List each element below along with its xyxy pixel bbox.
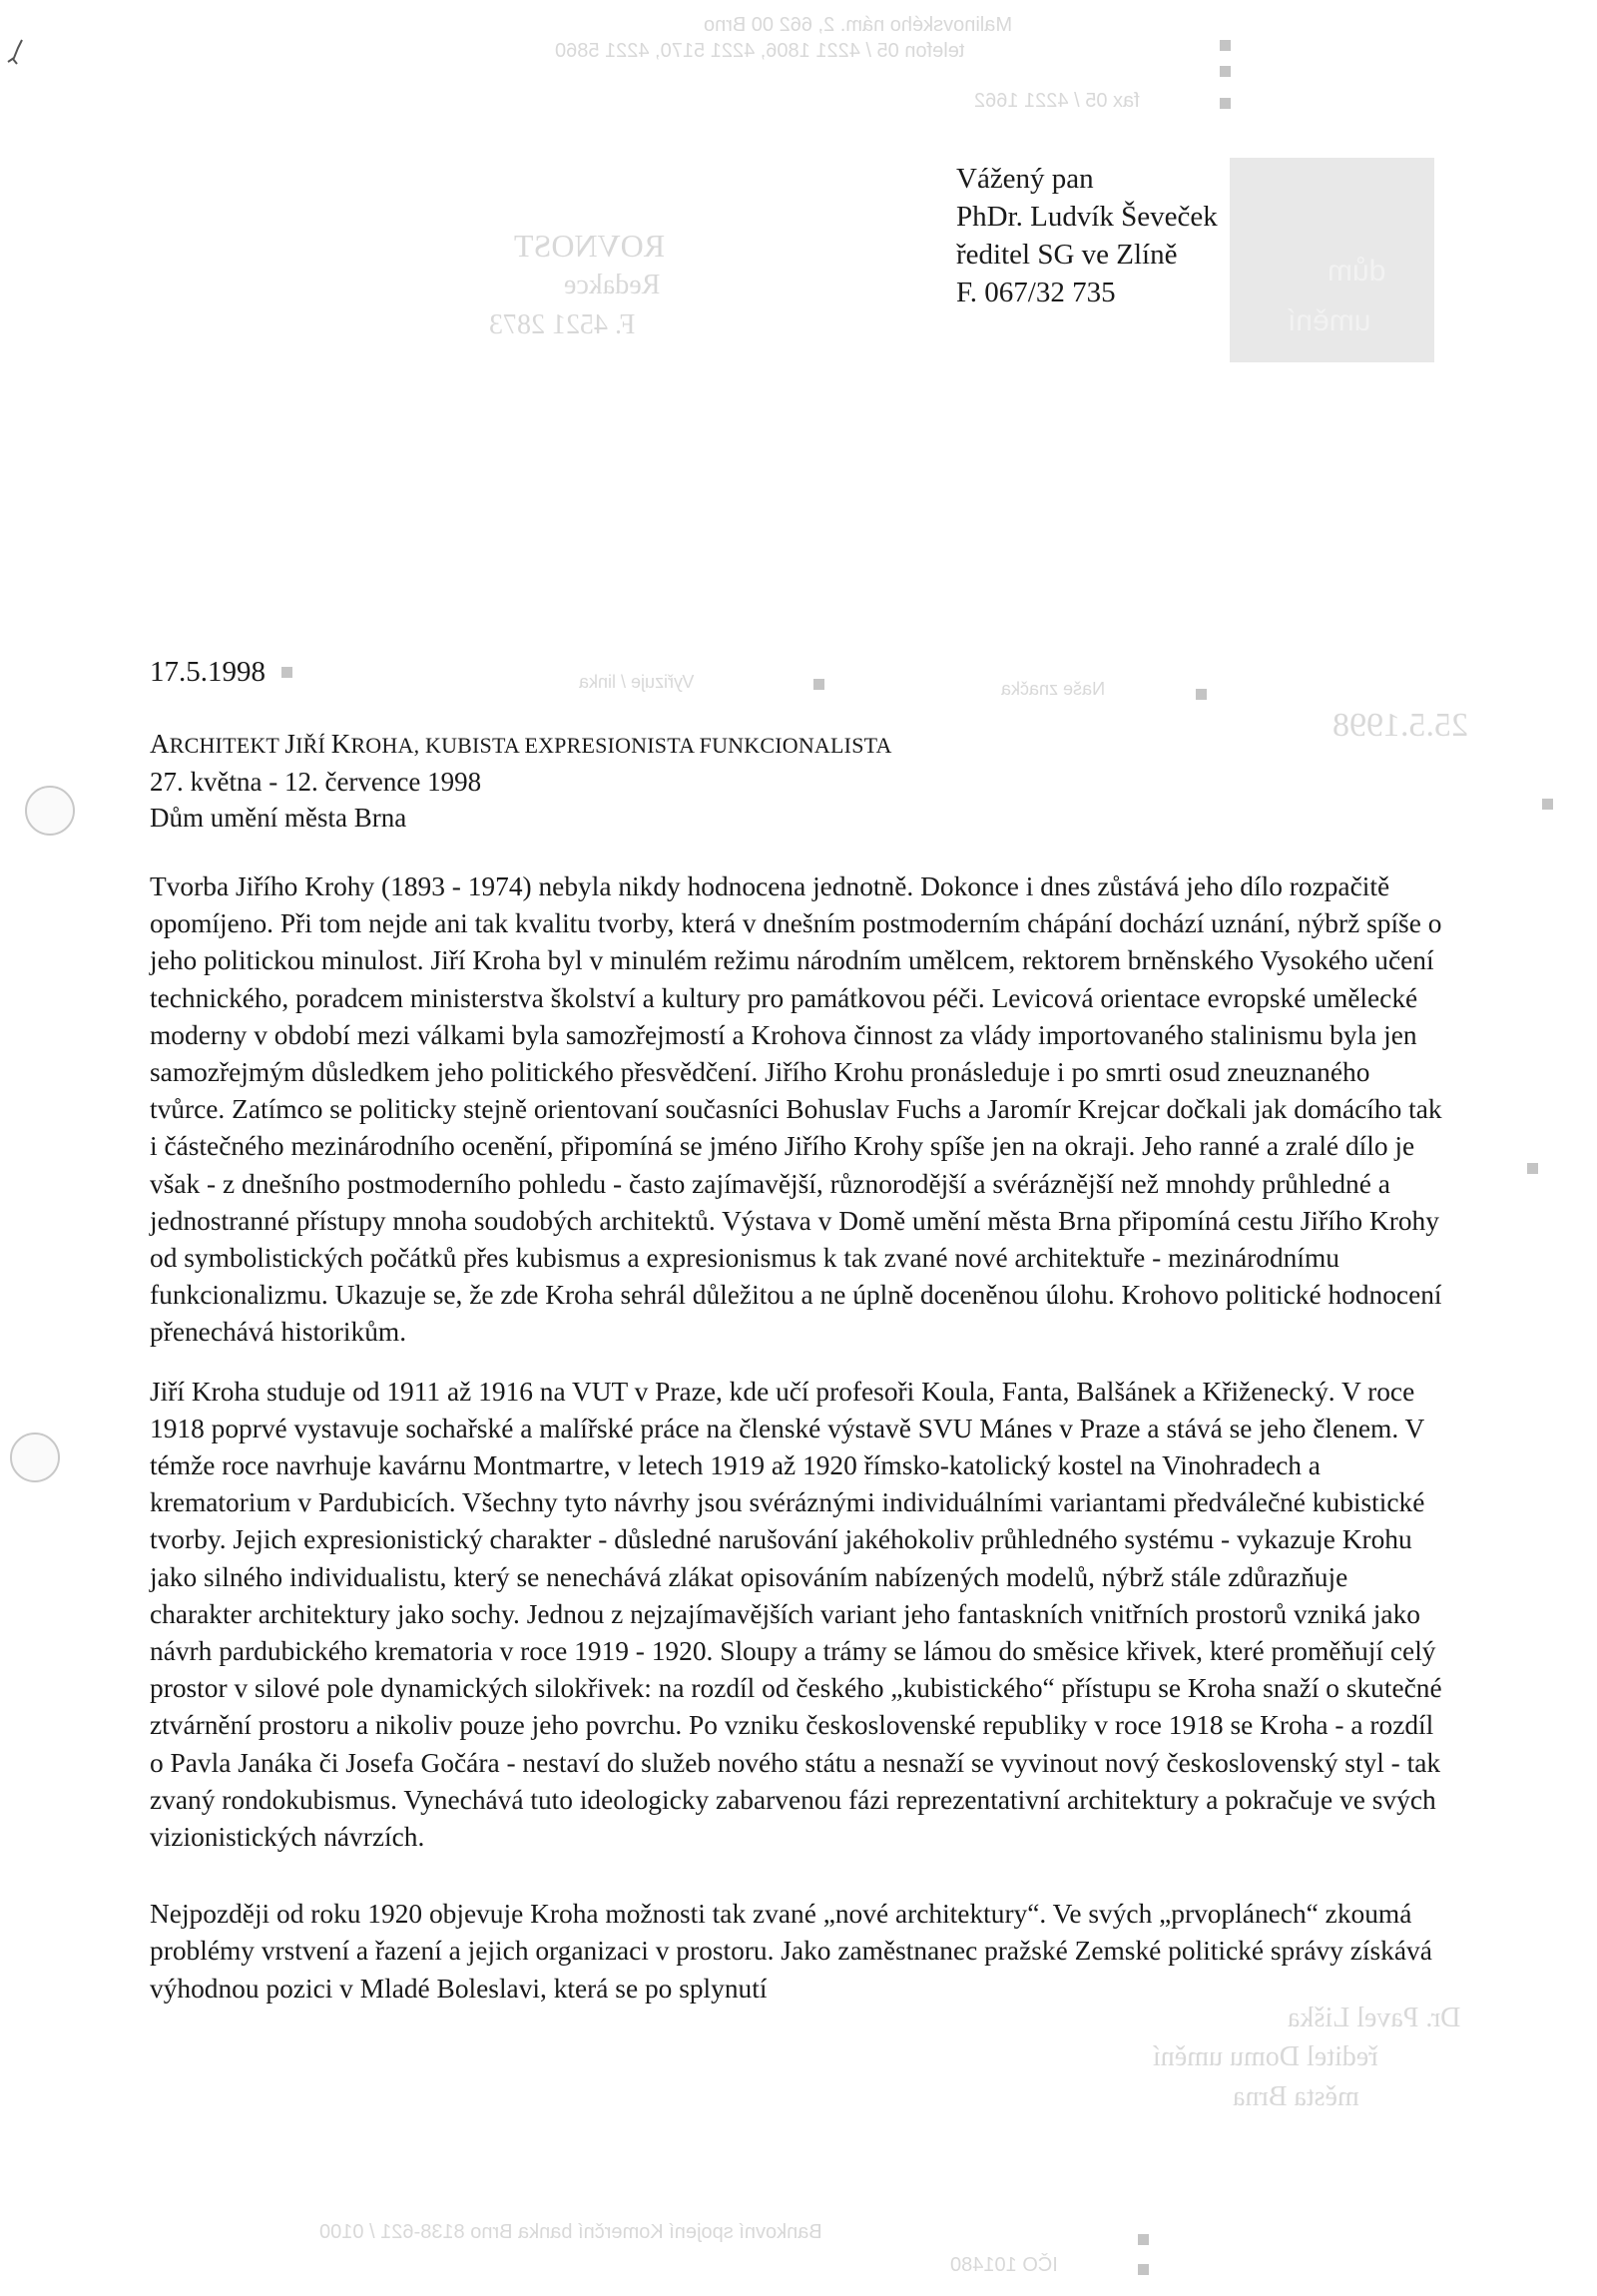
bleed-dept-2: Redakce <box>564 270 661 300</box>
bleed-bullet-icon <box>281 667 292 678</box>
bleed-bullet-icon <box>1220 66 1231 77</box>
bleed-sign-3: města Brna <box>1233 2081 1359 2112</box>
bleed-bullet-icon <box>1196 689 1207 700</box>
exhibition-heading <box>150 726 892 836</box>
recipient-fax: F. 067/32 735 <box>956 277 1116 308</box>
punch-hole <box>25 786 75 836</box>
pen-mark-icon <box>4 28 34 68</box>
title-smallcaps: RCHITEKT <box>169 733 285 758</box>
title-initial: J <box>284 729 296 759</box>
bleed-bullet-icon <box>1138 2264 1149 2275</box>
exhibition-venue: Dům umění města Brna <box>150 803 407 833</box>
paragraph: Jiří Kroha studuje od 1911 až 1916 na VUT v Praze, kde učí profesoři Koula, Fanta, Balšánek a Křiženecký. V roce 1918 poprvé vystavuje sochařské a malířské práce na členské výstavě SVU Mánes v Praze a stává se jeho členem. V témže roce navrhuje kavárnu Montmartre, v letech 1919 až 1920 římsko-katolický kostel na Vinohradech a krematorium v Pardubicích. Všechny tyto návrhy jsou svéráznými individuálními variantami předválečné kubistické tvorby. Jejich expresionistický charakter - důsledné narušování jakéhokoliv průhledného systému - vykazuje Krohu jako silného individualistu, který se nenechává zlákat opisováním nabízených modelů, nýbrž stále zdůrazňuje charakter architektury jako sochy. Jednou z nejzajímavějších variant jeho fantaskních vnitřních prostorů vzniká jako návrh pardubického krematoria v roce 1919 - 1920. Sloupy a trámy se lámou do směsice křivek, které proměňují celý prostor v silové pole dynamických silokřivek: na rozdíl od českého „kubistického“ přístupu se Kroha snaží o skutečné ztvárnění prostoru a nikoliv pouze jeho povrchu. Po vzniku československé republiky v roce 1918 se Kroha - a rozdíl o Pavla Janáka či Josefa Gočára - nestaví do služeb nového státu a nesnaží se vyvinout nový československý styl - tak zvaný rondokubismus. Vynechává tuto ideologicky zabarvenou fázi reprezentativní architektury a pokračuje ve svých vizionistických návrzích. <box>150 1376 1442 1853</box>
bleed-ref-label-1: Vyřizuje / linka <box>579 672 695 692</box>
exhibition-dates: 27. května - 12. července 1998 <box>150 767 482 797</box>
recipient-address <box>956 160 1218 311</box>
punch-hole <box>10 1433 60 1482</box>
title-smallcaps: IŘÍ <box>295 733 331 758</box>
title-smallcaps: ROHA <box>350 733 414 758</box>
bleed-address-line-1: Malinovského nám. 2, 662 00 Brno <box>704 14 1013 36</box>
bleed-footer-2: IČO 101480 <box>950 2254 1058 2276</box>
paragraph: Nejpozději od roku 1920 objevuje Kroha možnosti tak zvané „nové architektury“. Ve svých „prvoplánech“ zkoumá problémy vrstvení a řazení a jejich organizaci v prostoru. Jako zaměstnanec pražské Zemské politické správy získává výhodnou pozici v Mladé Boleslavi, která se po splynutí <box>150 1899 1432 2004</box>
bleed-dept-3: F. 4521 2873 <box>489 309 636 340</box>
recipient-salutation: Vážený pan <box>956 163 1094 195</box>
bleed-bullet-icon <box>1138 2234 1149 2245</box>
bleed-footer-1: Bankovní spojení Komerční banka Brno 8138-621 / 0100 <box>319 2221 822 2243</box>
bleed-date: 25.5.1998 <box>1332 707 1468 744</box>
bleed-bullet-icon <box>1220 40 1231 51</box>
recipient-position: ředitel SG ve Zlíně <box>956 239 1178 271</box>
bleed-bullet-icon <box>1542 799 1553 810</box>
letter-date: 17.5.1998 <box>150 656 266 688</box>
bleed-sign-1: Dr. Pavel Liška <box>1288 2003 1461 2033</box>
bleed-bullet-icon <box>1220 98 1231 109</box>
bleed-address-line-2: telefon 05 / 4221 1806, 4221 5170, 4221 5860 <box>555 40 965 62</box>
bleed-bullet-icon <box>813 679 824 690</box>
title-initial: A <box>150 729 170 759</box>
bleed-sign-2: ředitel Domu umění <box>1153 2041 1378 2072</box>
title-smallcaps: , KUBISTA EXPRESIONISTA FUNKCIONALISTA <box>413 733 892 758</box>
paragraph: Tvorba Jiřího Krohy (1893 - 1974) nebyla nikdy hodnocena jednotně. Dokonce i dnes zůstává jeho dílo rozpačitě opomíjeno. Při tom nejde ani tak kvalitu tvorby, která v dnešním postmoderním chápání dochází uznání, nýbrž spíše o jeho politickou minulost. Jiří Kroha byl v minulém režimu národním umělcem, rektorem brněnského Vysokého učení technického, poradcem ministerstva školství a kultury pro památkovou péči. Levicová orientace evropské umělecké moderny v období mezi válkami byla samozřejmostí a Krohova činnost za vlády importovaného stalinismu byla jen samozřejmým důsledkem jeho politického přesvědčení. Jiřího Krohu pronásleduje i po smrti osud zneuznaného tvůrce. Zatímco se politicky stejně orientovaní současníci Bohuslav Fuchs a Jaromír Krejcar dočkali jak domácího tak i částečného mezinárodního ocenění, připomíná se jméno Jiřího Krohy spíše jen na okraji. Jeho ranné a zralé dílo je však - z dnešního postmoderního pohledu - často zajímavější, různorodější a svéráznější než mnohdy průhledné a jednostranné přístupy mnoha soudobých architektů. Výstava v Domě umění města Brna připomíná cestu Jiřího Krohy od symbolistických počátků přes kubismus a expresionismus k tak zvané nové architektuře - mezinárodnímu funkcionalizmu. Ukazuje se, že zde Kroha sehrál důležitou a ne úplně doceněnou úlohu. Krohovo politické hodnocení přenechává historikům. <box>150 871 1442 1348</box>
bleed-bullet-icon <box>1527 1163 1538 1174</box>
bleed-ref-label-0: Naše značka <box>1001 679 1106 699</box>
bleed-logo-text: dům <box>1328 255 1386 287</box>
bleed-dept-1: ROVNOST <box>514 228 666 264</box>
recipient-name: PhDr. Ludvík Ševeček <box>956 201 1218 233</box>
title-initial: K <box>330 729 351 759</box>
bleed-address-line-3: fax 05 / 4221 1662 <box>974 90 1140 112</box>
letter-body <box>150 868 1449 2029</box>
exhibition-title <box>150 726 892 764</box>
bleed-logo-text: umění <box>1288 304 1371 337</box>
